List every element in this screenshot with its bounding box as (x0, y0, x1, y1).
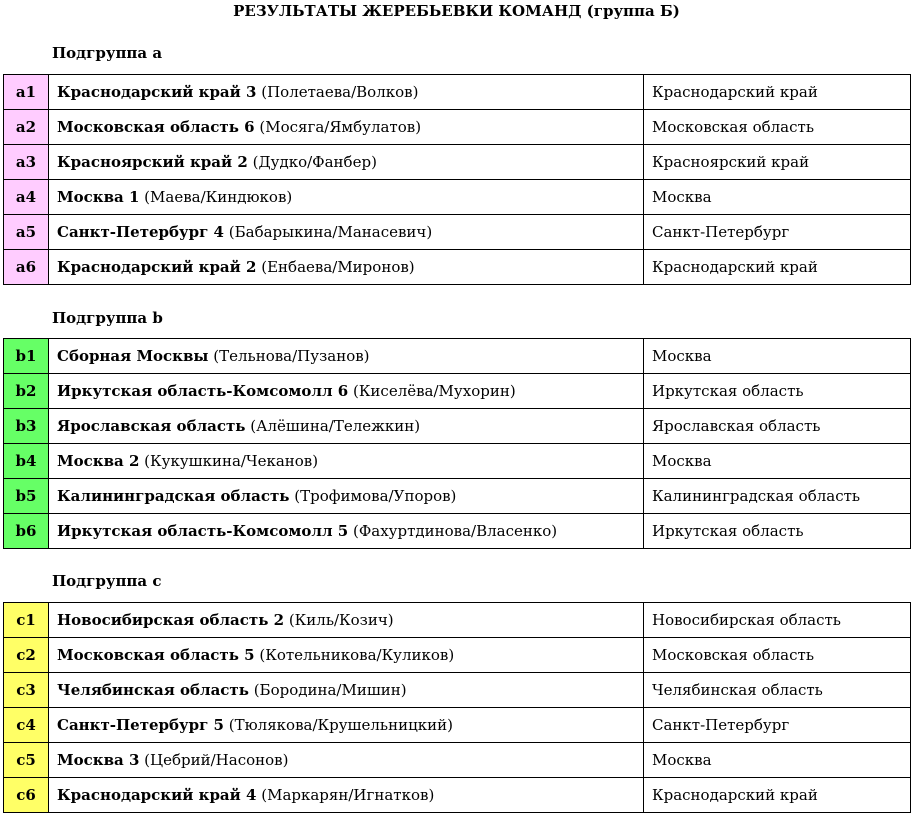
row-code: b2 (4, 374, 49, 409)
team-cell (49, 180, 644, 215)
row-code: b4 (4, 444, 49, 479)
team-players: (Цебрий/Насонов) (144, 751, 289, 769)
table-row (4, 673, 911, 708)
team-cell (49, 215, 644, 250)
team-name: Новосибирская область 2 (57, 611, 285, 629)
region-cell: Краснодарский край (644, 778, 911, 813)
region-cell: Москва (644, 339, 911, 374)
table-row (4, 110, 911, 145)
table-row (4, 75, 911, 110)
subgroup-b-rows (4, 339, 911, 549)
row-code: a5 (4, 215, 49, 250)
region-cell: Ярославская область (644, 409, 911, 444)
team-players: (Алёшина/Тележкин) (250, 417, 421, 435)
team-name: Санкт-Петербург 4 (57, 223, 224, 241)
table-row (4, 708, 911, 743)
team-players: (Фахуртдинова/Власенко) (352, 522, 558, 540)
team-name: Санкт-Петербург 5 (57, 716, 224, 734)
team-players: (Маркарян/Игнатков) (261, 786, 435, 804)
team-cell (49, 514, 644, 549)
row-code: b5 (4, 479, 49, 514)
row-code: a4 (4, 180, 49, 215)
team-cell (49, 479, 644, 514)
row-code: b1 (4, 339, 49, 374)
subgroup-b-table (3, 338, 911, 549)
team-name: Краснодарский край 2 (57, 258, 257, 276)
team-players: (Киль/Козич) (288, 611, 394, 629)
team-players: (Киселёва/Мухорин) (352, 382, 516, 400)
team-name: Краснодарский край 3 (57, 83, 257, 101)
subgroup-a-table (3, 74, 911, 285)
row-code: c6 (4, 778, 49, 813)
table-row (4, 374, 911, 409)
table-row (4, 479, 911, 514)
row-code: c2 (4, 638, 49, 673)
region-cell: Москва (644, 180, 911, 215)
team-name: Иркутская область-Комсомолл 5 (57, 522, 349, 540)
subgroup-a-heading: Подгруппа а (52, 44, 163, 62)
region-cell: Калининградская область (644, 479, 911, 514)
row-code: b3 (4, 409, 49, 444)
table-row (4, 638, 911, 673)
row-code: a6 (4, 250, 49, 285)
row-code: c1 (4, 603, 49, 638)
table-row (4, 514, 911, 549)
table-row (4, 145, 911, 180)
team-cell (49, 444, 644, 479)
region-cell: Санкт-Петербург (644, 215, 911, 250)
table-row (4, 778, 911, 813)
team-players: (Дудко/Фанбер) (252, 153, 377, 171)
subgroup-c-rows (4, 603, 911, 813)
team-cell (49, 409, 644, 444)
team-players: (Тюлякова/Крушельницкий) (228, 716, 453, 734)
team-cell (49, 250, 644, 285)
team-players: (Котельникова/Куликов) (259, 646, 455, 664)
table-row (4, 603, 911, 638)
team-name: Краснодарский край 4 (57, 786, 257, 804)
region-cell: Иркутская область (644, 374, 911, 409)
team-name: Москва 3 (57, 751, 140, 769)
team-name: Москва 2 (57, 452, 140, 470)
team-players: (Трофимова/Упоров) (294, 487, 457, 505)
table-row (4, 444, 911, 479)
team-name: Калининградская область (57, 487, 290, 505)
team-players: (Бабарыкина/Манасевич) (228, 223, 433, 241)
row-code: a1 (4, 75, 49, 110)
region-cell: Новосибирская область (644, 603, 911, 638)
table-row (4, 215, 911, 250)
region-cell: Иркутская область (644, 514, 911, 549)
table-row (4, 180, 911, 215)
team-name: Московская область 5 (57, 646, 255, 664)
team-players: (Маева/Киндюков) (144, 188, 293, 206)
table-row (4, 339, 911, 374)
team-cell (49, 673, 644, 708)
subgroup-c-table (3, 602, 911, 813)
document-title: РЕЗУЛЬТАТЫ ЖЕРЕБЬЕВКИ КОМАНД (группа Б) (233, 2, 680, 20)
region-cell: Московская область (644, 638, 911, 673)
team-players: (Кукушкина/Чеканов) (144, 452, 319, 470)
row-code: c4 (4, 708, 49, 743)
row-code: b6 (4, 514, 49, 549)
team-name: Московская область 6 (57, 118, 255, 136)
team-players: (Мосяга/Ямбулатов) (259, 118, 422, 136)
team-cell (49, 708, 644, 743)
region-cell: Краснодарский край (644, 75, 911, 110)
team-players: (Тельнова/Пузанов) (213, 347, 370, 365)
row-code: c3 (4, 673, 49, 708)
team-players: (Енбаева/Миронов) (261, 258, 415, 276)
team-cell (49, 374, 644, 409)
region-cell: Краснодарский край (644, 250, 911, 285)
team-cell (49, 603, 644, 638)
team-name: Москва 1 (57, 188, 140, 206)
team-name: Сборная Москвы (57, 347, 209, 365)
subgroup-a-rows (4, 75, 911, 285)
region-cell: Москва (644, 743, 911, 778)
region-cell: Москва (644, 444, 911, 479)
subgroup-c-heading: Подгруппа с (52, 572, 162, 590)
team-cell (49, 638, 644, 673)
table-row (4, 409, 911, 444)
team-cell (49, 743, 644, 778)
team-name: Челябинская область (57, 681, 249, 699)
team-cell (49, 145, 644, 180)
table-row (4, 743, 911, 778)
team-cell (49, 110, 644, 145)
region-cell: Красноярский край (644, 145, 911, 180)
row-code: a3 (4, 145, 49, 180)
row-code: a2 (4, 110, 49, 145)
region-cell: Московская область (644, 110, 911, 145)
team-cell (49, 778, 644, 813)
region-cell: Санкт-Петербург (644, 708, 911, 743)
team-cell (49, 75, 644, 110)
team-players: (Полетаева/Волков) (261, 83, 419, 101)
team-players: (Бородина/Мишин) (253, 681, 407, 699)
subgroup-b-heading: Подгруппа b (52, 309, 163, 327)
team-name: Красноярский край 2 (57, 153, 248, 171)
team-name: Иркутская область-Комсомолл 6 (57, 382, 349, 400)
team-cell (49, 339, 644, 374)
region-cell: Челябинская область (644, 673, 911, 708)
table-row (4, 250, 911, 285)
team-name: Ярославская область (57, 417, 246, 435)
row-code: c5 (4, 743, 49, 778)
